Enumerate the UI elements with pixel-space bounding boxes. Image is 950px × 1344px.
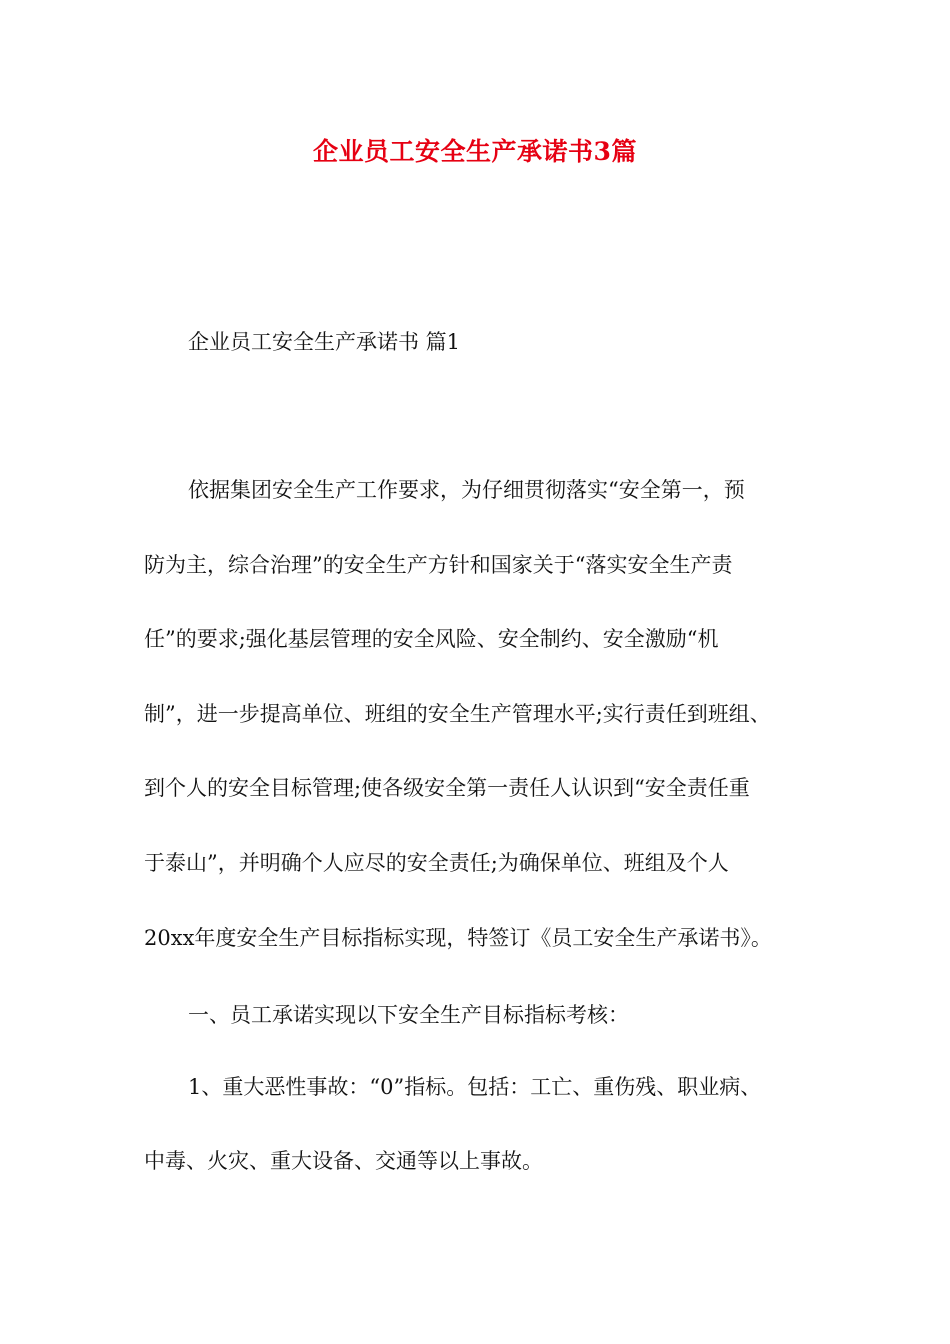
document-title: 企业员工安全生产承诺书3篇 <box>313 137 637 166</box>
paragraph-target-1 <box>144 1067 834 1215</box>
paragraph-intro <box>144 470 834 992</box>
paragraph-line: 中毒、火灾、重大设备、交通等以上事故。 <box>144 1149 543 1173</box>
paragraph-line: 制”，进一步提高单位、班组的安全生产管理水平;实行责任到班组、 <box>144 701 771 726</box>
paragraph-line: 一、员工承诺实现以下安全生产目标指标考核： <box>188 1003 629 1027</box>
paragraph-line: 到个人的安全目标管理;使各级安全第一责任人认识到“安全责任重 <box>144 776 750 801</box>
paragraph-commitment-heading <box>144 995 834 1035</box>
paragraph-line: 20xx年度安全生产目标指标实现，特签订《员工安全生产承诺书》。 <box>144 925 772 950</box>
paragraph-line: 1、重大恶性事故：“0”指标。包括：工亡、重伤残、职业病、 <box>188 1075 762 1099</box>
paragraph-line: 任”的要求;强化基层管理的安全风险、安全制约、安全激励“机 <box>144 627 719 652</box>
paragraph-line: 依据集团安全生产工作要求，为仔细贯彻落实“安全第一，预 <box>188 478 745 502</box>
paragraph-line: 于泰山”，并明确个人应尽的安全责任;为确保单位、班组及个人 <box>144 850 729 875</box>
paragraph-line: 防为主，综合治理”的安全生产方针和国家关于“落实安全生产责 <box>144 552 733 577</box>
section-heading: 企业员工安全生产承诺书 篇1 <box>188 330 461 354</box>
